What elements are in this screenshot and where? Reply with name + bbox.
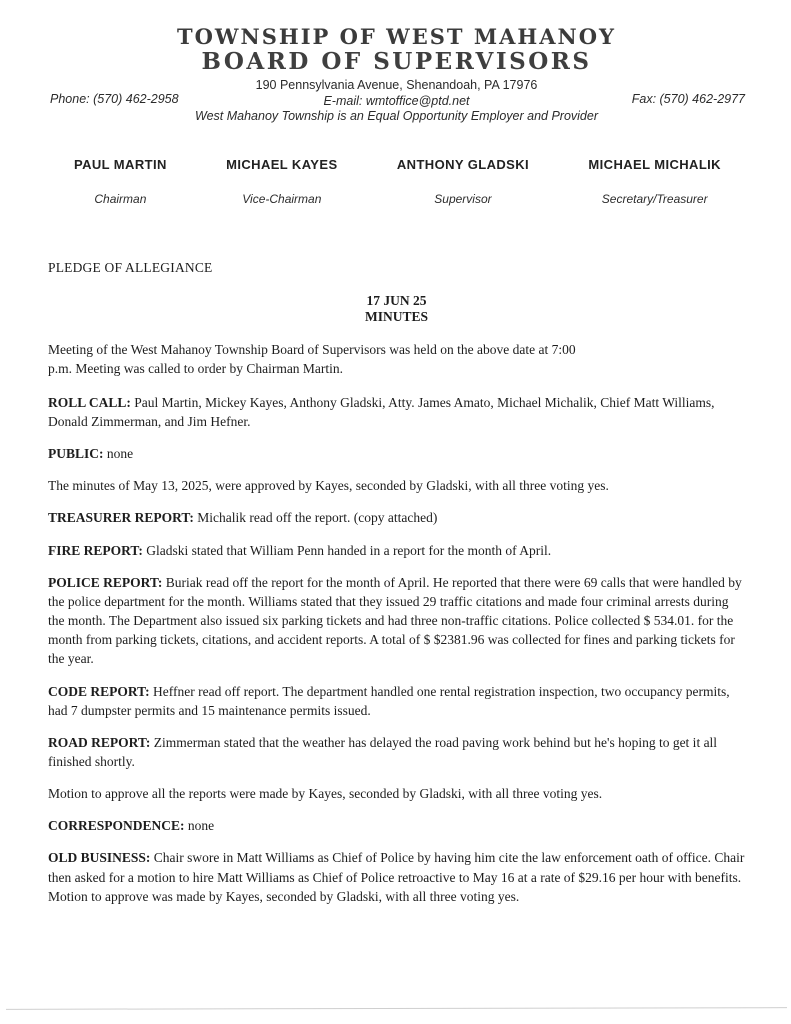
section-label: ROAD REPORT:: [48, 734, 151, 750]
official-title: Supervisor: [434, 192, 492, 207]
official-name: MICHAEL MICHALIK: [588, 157, 721, 173]
section-roll-call: [48, 393, 745, 431]
address-line: 190 Pennsylvania Avenue, Shenandoah, PA 17976: [255, 78, 538, 93]
paragraph-motion-approve-reports: [48, 784, 745, 803]
section-police-report: [48, 573, 745, 669]
official-name: PAUL MARTIN: [74, 157, 167, 173]
date-block: [48, 293, 745, 324]
paragraph-text: Meeting of the West Mahanoy Township Board of Supervisors was held on the above date at 7:00 p.m. Meeting was called to order by Chairman Martin.: [48, 341, 576, 376]
official-name: ANTHONY GLADSKI: [396, 157, 530, 173]
official-title: Vice-Chairman: [242, 192, 322, 207]
section-label: POLICE REPORT:: [48, 574, 163, 590]
letterhead: [48, 26, 745, 123]
section-code-report: [48, 682, 745, 720]
section-road-report: [48, 733, 745, 771]
phone-line: Phone: (570) 462-2958: [50, 92, 179, 107]
paragraph-text: Motion to approve all the reports were made by Kayes, seconded by Gladski, with all three voting yes.: [48, 786, 603, 802]
section-label: FIRE REPORT:: [48, 542, 143, 558]
officials-row: [74, 157, 721, 206]
page-bottom-scan-line: [6, 1007, 787, 1010]
section-text: Heffner read off report. The department handled one rental registration inspection, two occupancy permits, had 7 dumpster permits and 15 maintenance permits issued.: [48, 683, 730, 718]
official-name: MICHAEL KAYES: [226, 157, 338, 173]
official-michael-kayes: [226, 157, 337, 206]
letterhead-contact: [48, 78, 745, 123]
section-correspondence: [48, 816, 745, 835]
official-anthony-gladski: [397, 157, 529, 206]
minutes-heading: MINUTES: [364, 308, 428, 324]
meeting-date: 17 JUN 25: [366, 293, 427, 309]
section-label: CODE REPORT:: [48, 683, 150, 699]
section-label: ROLL CALL:: [48, 394, 131, 410]
township-title: TOWNSHIP OF WEST MAHANOY: [177, 24, 616, 49]
official-michael-michalik: [588, 157, 721, 206]
section-text: Gladski stated that William Penn handed in a report for the month of April.: [146, 542, 552, 558]
paragraph-text: The minutes of May 13, 2025, were approved by Kayes, seconded by Gladski, with all three voting yes.: [48, 478, 609, 494]
equal-opportunity-tagline: West Mahanoy Township is an Equal Opportunity Employer and Provider: [195, 108, 598, 123]
pledge-heading: PLEDGE OF ALLEGIANCE: [48, 260, 213, 276]
email-line: E-mail: wmtoffice@ptd.net: [323, 93, 470, 108]
section-old-business: [48, 848, 745, 905]
official-title: Secretary/Treasurer: [601, 192, 708, 207]
section-text: none: [187, 818, 215, 834]
section-treasurer-report: [48, 508, 745, 527]
section-fire-report: [48, 541, 745, 560]
paragraph-meeting-opening: [48, 340, 600, 378]
official-paul-martin: [74, 157, 167, 206]
section-text: Buriak read off the report for the month of April. He reported that there were 69 calls that were handled by the police department for the month. Williams stated that they issued 29 traffic citations and made four criminal arrests during the month. The Department also issued six parking tickets and had three non-traffic citations. Police collected $ 534.01. for the month from parking tickets, citations, and accident reports. A total of $ $2381.96 was collected for fines and parking tickets for the year.: [48, 574, 742, 667]
section-text: Paul Martin, Mickey Kayes, Anthony Gladski, Atty. James Amato, Michael Michalik, Chief Matt Williams, Donald Zimmerman, and Jim Hefner.: [48, 394, 715, 429]
board-title: BOARD OF SUPERVISORS: [201, 48, 592, 76]
section-text: Chair swore in Matt Williams as Chief of Police by having him cite the law enforcement oath of office. Chair then asked for a motion to hire Matt Williams as Chief of Police retroactive to May 16 at a rate of $29.16 per hour with benefits. Motion to approve was made by Kayes, seconded by Gladski, with all three voting yes.: [48, 850, 745, 904]
paragraph-minutes-approval: [48, 476, 745, 495]
section-text: Michalik read off the report. (copy attached): [197, 510, 438, 526]
fax-line: Fax: (570) 462-2977: [631, 92, 745, 107]
section-label: OLD BUSINESS:: [48, 850, 151, 866]
section-label: PUBLIC:: [48, 446, 104, 462]
minutes-body: [48, 258, 745, 906]
section-public: [48, 444, 745, 463]
section-label: TREASURER REPORT:: [48, 510, 194, 526]
section-label: CORRESPONDENCE:: [48, 818, 185, 834]
official-title: Chairman: [94, 192, 147, 207]
section-text: none: [106, 446, 134, 462]
section-text: Zimmerman stated that the weather has delayed the road paving work behind but he's hoping to get it all finished shortly.: [48, 734, 718, 769]
